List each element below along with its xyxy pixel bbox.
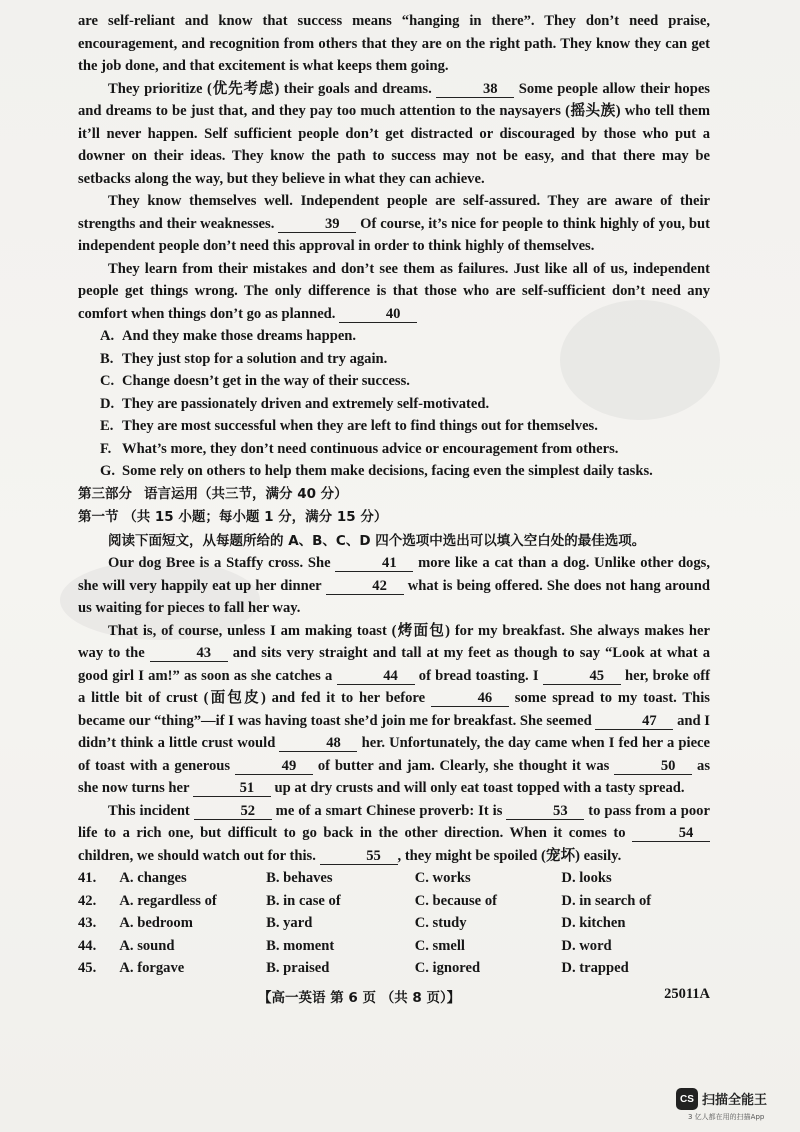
exam-code: 25011A xyxy=(664,986,710,1002)
option-item: A. And they make those dreams happen. xyxy=(100,328,357,344)
watermark-tagline: 3 亿人都在用的扫描App xyxy=(688,1113,765,1121)
scanner-watermark xyxy=(676,1086,796,1126)
reading-paragraph: are self-reliant and know that success means “hanging in there”. They don’t need praise, encouragement, and recognition from others that they are on the right path. They know they can get the job done, and that excitement is what keeps them going. xyxy=(78,13,710,74)
blank-53: 53 xyxy=(506,804,584,820)
blank-41: 41 xyxy=(335,556,413,572)
option-item: D. They are passionately driven and extremely self-motivated. xyxy=(100,395,490,412)
blank-52: 52 xyxy=(194,804,272,820)
blank-49: 49 xyxy=(235,759,313,775)
blank-51: 51 xyxy=(193,781,271,797)
section-heading: 第一节 （共 15 小题；每小题 1 分，满分 15 分） xyxy=(78,509,388,525)
instruction-text: 阅读下面短文，从每题所给的 A、B、C、D 四个选项中选出可以填入空白处的最佳选项。 xyxy=(108,532,646,549)
blank-45: 45 xyxy=(543,669,621,685)
camscanner-logo-icon: CS xyxy=(676,1088,698,1110)
page-content xyxy=(78,10,710,980)
option-item: C. Change doesn’t get in the way of their success. xyxy=(100,373,410,389)
watermark-name: 扫描全能王 xyxy=(702,1093,768,1108)
blank-43: 43 xyxy=(150,646,228,662)
blank-38: 38 xyxy=(436,82,514,98)
blank-47: 47 xyxy=(595,714,673,730)
choice-row: 42. A. regardless of B. in case of C. because of D. in search of xyxy=(78,892,652,909)
blank-42: 42 xyxy=(326,579,404,595)
blank-39: 39 xyxy=(278,217,356,233)
cloze-paragraph: Our dog Bree is a Staffy cross. She 41 more like a cat than a dog. Unlike other dogs, she will very happily eat up her dinner 42 what is being offered. She does not hang around us waiting for pieces to fall her way. xyxy=(78,555,711,616)
blank-44: 44 xyxy=(337,669,415,685)
option-item: E. They are most successful when they are left to find things out for themselves. xyxy=(100,418,598,434)
part-heading: 第三部分 语言运用（共三节，满分 40 分） xyxy=(78,485,348,502)
blank-46: 46 xyxy=(431,691,509,707)
cloze-paragraph: This incident 52 me of a smart Chinese proverb: It is 53 to pass from a poor life to a rich one, but difficult to go back in the other direction. When it comes to 54 children, we should watch out for this. 55 , they might be spoiled (宠坏) easily. xyxy=(78,802,710,864)
choice-row: 43. A. bedroom B. yard C. study D. kitchen xyxy=(78,915,626,931)
blank-55: 55 xyxy=(320,849,398,865)
blank-54: 54 xyxy=(632,826,710,842)
choice-row: 45. A. forgave B. praised C. ignored D. trapped xyxy=(78,960,629,976)
choice-row: 44. A. sound B. moment C. smell D. word xyxy=(78,937,612,954)
reading-paragraph: They prioritize (优先考虑) their goals and dreams. 38 Some people allow their hopes and dreams to be just that, and they pay too much attention to the naysayers (摇头族) who tell them it’ll never happen. Self sufficient people don’t get distracted or discouraged by those who put a downer on their ideas. They know the path to success may not be easy, and that there may be setbacks along the way, but they believe in what they can achieve. xyxy=(78,80,710,187)
choice-table xyxy=(78,867,710,980)
reading-paragraph: They learn from their mistakes and don’t see them as failures. Just like all of us, independent people get things wrong. The only difference is that those who are self-sufficient don’t need any comfort when things don’t go as planned. 40 xyxy=(78,260,710,322)
choice-row: 41. A. changes B. behaves C. works D. looks xyxy=(78,870,612,886)
option-item: F. What’s more, they don’t need continuous advice or encouragement from others. xyxy=(100,440,619,457)
blank-40: 40 xyxy=(339,307,417,323)
page-footer xyxy=(78,986,710,1008)
option-list xyxy=(78,325,710,483)
page-number-label: 【高一英语 第 6 页 （共 8 页）】 xyxy=(258,990,461,1006)
reading-paragraph: They know themselves well. Independent people are self-assured. They are aware of their strengths and their weaknesses. 39 Of course, it’s nice for people to think highly of you, but independent people don’t need this approval in order to think highly of themselves. xyxy=(78,193,710,254)
option-item: B. They just stop for a solution and try again. xyxy=(100,350,388,367)
cloze-paragraph: That is, of course, unless I am making toast (烤面包) for my breakfast. She always makes her way to the 43 and sits very straight and tall at my feet as though to say “Look at what a good girl I am!” as soon as she catches a 44 of bread toasting. I 45 her, broke off a little bit of crust (面包皮) and fed it to her before 46 some spread to my toast. This became our “thing”—if I was having toast she’d join me for breakfast. She seemed 47 and I didn’t think a little crust would 48 her. Unfortunately, the day came when I fed her a piece of toast with a generous 49 of butter and jam. Clearly, she thought it was 50 as she now turns her 51 up at dry crusts and will only eat toast topped with a tasty spread. xyxy=(78,622,711,796)
option-item: G. Some rely on others to help them make decisions, facing even the simplest daily tasks. xyxy=(100,463,653,479)
blank-48: 48 xyxy=(279,736,357,752)
blank-50: 50 xyxy=(614,759,692,775)
